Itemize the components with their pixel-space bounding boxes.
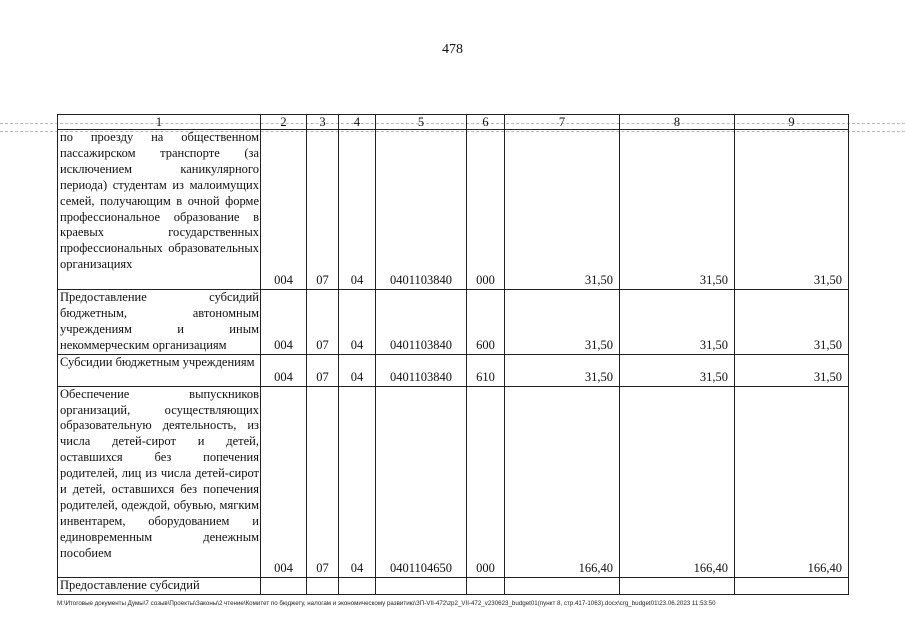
row-name: Субсидии бюджетным учреждениям: [58, 354, 261, 386]
amount-col7: [505, 577, 620, 594]
amount-col9: 166,40: [735, 386, 849, 577]
table-row: [58, 354, 849, 386]
subsection-code: 04: [339, 130, 376, 290]
section-code: 07: [307, 386, 339, 577]
amount-col7: 31,50: [505, 130, 620, 290]
column-number: 5: [376, 115, 467, 130]
table-row: [58, 290, 849, 355]
subsection-code: [339, 577, 376, 594]
expense-type-code: 600: [467, 290, 505, 355]
column-number: 7: [505, 115, 620, 130]
expense-type-code: 000: [467, 386, 505, 577]
target-article-code: 0401103840: [376, 130, 467, 290]
expense-type-code: 000: [467, 130, 505, 290]
column-number: 1: [58, 115, 261, 130]
target-article-code: 0401104650: [376, 386, 467, 577]
ved-code: 004: [261, 354, 307, 386]
amount-col9: 31,50: [735, 130, 849, 290]
amount-col9: 31,50: [735, 290, 849, 355]
amount-col7: 31,50: [505, 354, 620, 386]
amount-col9: [735, 577, 849, 594]
target-article-code: 0401103840: [376, 290, 467, 355]
target-article-code: [376, 577, 467, 594]
amount-col8: [620, 577, 735, 594]
expense-type-code: 610: [467, 354, 505, 386]
row-name: Предоставление субсидий бюджетным, автономным учреждениям и иным некоммерческим организациям: [58, 290, 261, 355]
amount-col8: 31,50: [620, 354, 735, 386]
section-code: 07: [307, 354, 339, 386]
ved-code: 004: [261, 290, 307, 355]
target-article-code: 0401103840: [376, 354, 467, 386]
column-number-header-row: [58, 115, 849, 130]
row-name: по проезду на общественном пассажирском транспорте (за исключением каникулярного периода) студентам из малоимущих семей, получающим в очной форме профессиональное образование в краевых государственных профессиональных образовательных организациях: [58, 130, 261, 290]
expense-type-code: [467, 577, 505, 594]
budget-table: [57, 114, 849, 595]
document-path-footer: M:\Итоговые документы Думы\7 созыв\Проекты\Законы\2 чтение\Комитет по бюджету, налогам и экономическому развитию\ЗП-VII-472\zp2_VII-472_v230623_budget01(пункт 8, стр.417-1063).docx\crg_budget01\23.06.2023 11:53:50: [57, 600, 716, 607]
table-row: [58, 130, 849, 290]
amount-col8: 166,40: [620, 386, 735, 577]
section-code: 07: [307, 130, 339, 290]
amount-col7: 166,40: [505, 386, 620, 577]
amount-col7: 31,50: [505, 290, 620, 355]
ved-code: [261, 577, 307, 594]
row-name: Обеспечение выпускников организаций, осуществляющих образовательную деятельность, из числа детей-сирот и детей, оставшихся без попечения родителей, лиц из числа детей-сирот и детей, оставшихся без попечения родителей, одеждой, обувью, мягким инвентарем, оборудованием и единовременным денежным пособием: [58, 386, 261, 577]
subsection-code: 04: [339, 290, 376, 355]
column-number: 4: [339, 115, 376, 130]
subsection-code: 04: [339, 386, 376, 577]
ved-code: 004: [261, 386, 307, 577]
section-code: 07: [307, 290, 339, 355]
column-number: 3: [307, 115, 339, 130]
column-number: 9: [735, 115, 849, 130]
subsection-code: 04: [339, 354, 376, 386]
amount-col8: 31,50: [620, 130, 735, 290]
row-name: Предоставление субсидий: [58, 577, 261, 594]
table-row: [58, 386, 849, 577]
column-number: 8: [620, 115, 735, 130]
ved-code: 004: [261, 130, 307, 290]
page-number: 478: [442, 42, 463, 57]
section-code: [307, 577, 339, 594]
column-number: 6: [467, 115, 505, 130]
amount-col9: 31,50: [735, 354, 849, 386]
table-row: [58, 577, 849, 594]
column-number: 2: [261, 115, 307, 130]
amount-col8: 31,50: [620, 290, 735, 355]
